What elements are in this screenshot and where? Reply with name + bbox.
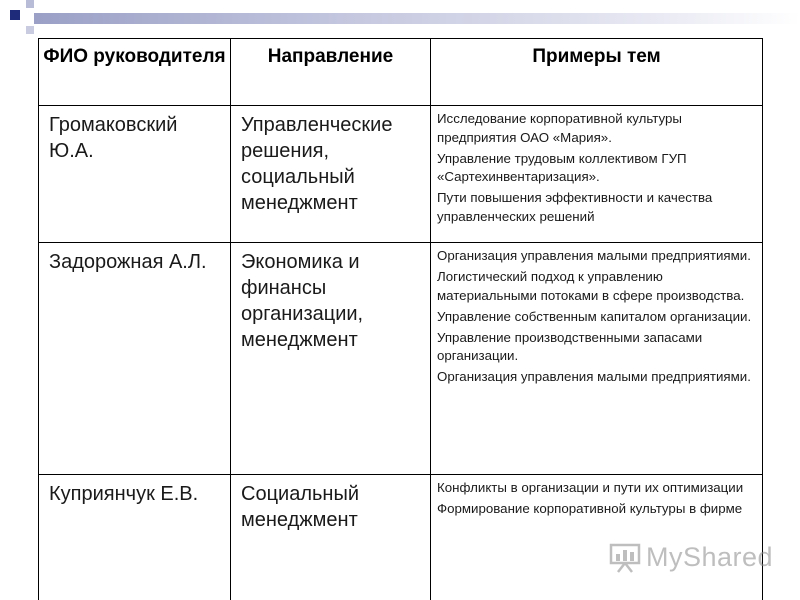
- topics-cell: [431, 475, 763, 600]
- direction: Экономика и финансы организации, менеджмент: [231, 243, 431, 475]
- supervisor-name: Громаковский Ю.А.: [39, 106, 231, 243]
- table-row: [39, 106, 763, 243]
- decorative-square: [26, 26, 34, 34]
- topic-item: Организация управления малыми предприятиями.: [437, 369, 751, 384]
- header-topics: Примеры тем: [431, 39, 763, 106]
- topic-item: Исследование корпоративной культуры предприятия ОАО «Мария».: [437, 111, 682, 145]
- topics-cell: [431, 243, 763, 475]
- topics-cell: [431, 106, 763, 243]
- direction: Управленческие решения, социальный менеджмент: [231, 106, 431, 243]
- decorative-square: [26, 0, 34, 8]
- topic-item: Логистический подход к управлению материальными потоками в сфере производства.: [437, 269, 745, 303]
- watermark-text: MyShared: [646, 541, 774, 572]
- supervisor-name: Задорожная А.Л.: [39, 243, 231, 475]
- table-row: [39, 475, 763, 600]
- table-header-row: [39, 39, 763, 106]
- topic-item: Конфликты в организации и пути их оптимизации: [437, 480, 744, 495]
- table-row: [39, 243, 763, 475]
- supervisor-name: Куприянчук Е.В.: [39, 475, 231, 600]
- topic-item: Управление собственным капиталом организации.: [437, 308, 752, 324]
- decorative-square: [10, 10, 20, 20]
- supervisors-table: [38, 38, 763, 600]
- topic-item: Формирование корпоративной культуры в фирме: [437, 501, 743, 516]
- header-name: ФИО руководителя: [39, 39, 231, 106]
- topic-item: Управление производственными запасами организации.: [437, 329, 703, 363]
- topic-item: Пути повышения эффективности и качества управленческих решений: [437, 190, 713, 224]
- direction: Социальный менеджмент: [231, 475, 431, 600]
- watermark: [608, 540, 773, 574]
- header-direction: Направление: [231, 39, 431, 106]
- topic-item: Управление трудовым коллективом ГУП «Сартехинвентаризация».: [437, 150, 687, 184]
- topic-item: Организация управления малыми предприятиями.: [437, 248, 751, 263]
- decorative-gradient-bar: [34, 13, 800, 24]
- presentation-board-icon: [608, 540, 642, 574]
